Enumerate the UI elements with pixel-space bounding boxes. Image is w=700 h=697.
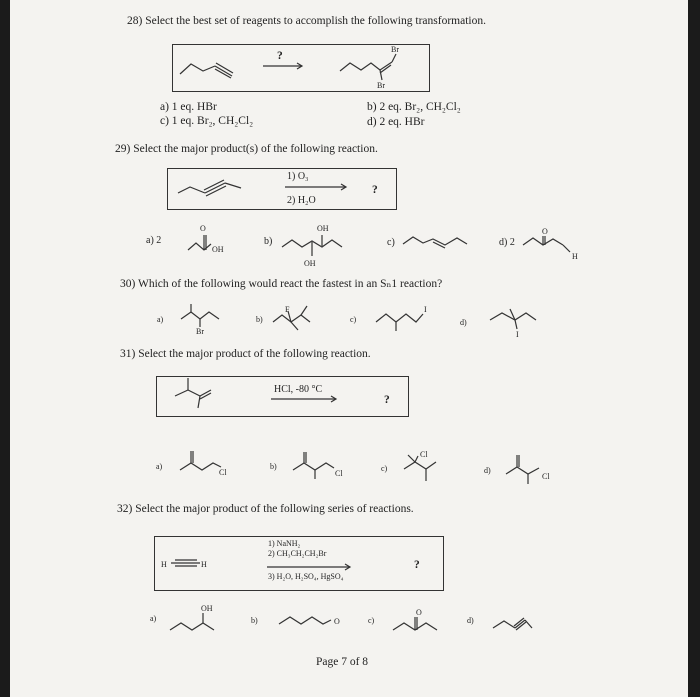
q30-question: 30) Which of the following would react the fastest in an Sₙ1 reaction? — [120, 278, 443, 290]
q31-product: ? — [384, 394, 390, 406]
q32-d-structure — [493, 618, 532, 630]
q28-option-c[interactable]: c) 1 eq. Br₂, CH₂Cl₂ — [160, 115, 254, 127]
q31-d-label[interactable]: d) — [484, 466, 491, 475]
q31-c-label[interactable]: c) — [381, 464, 388, 473]
q29-a-oh: OH — [212, 245, 224, 254]
page-number: Page 7 of 8 — [316, 656, 369, 668]
q29-step2: 2) H₂O — [287, 195, 316, 206]
q29-d-h: H — [572, 252, 578, 261]
q32-c-o: O — [416, 608, 422, 617]
q30-d-i: I — [516, 330, 519, 339]
q31-c-cl: Cl — [420, 450, 428, 459]
q29-b-oh-bottom: OH — [304, 259, 316, 268]
q31-b-structure — [293, 452, 334, 479]
q29-d-structure — [523, 236, 570, 252]
q28-option-a[interactable]: a) 1 eq. HBr — [160, 101, 217, 113]
q29-d-label[interactable]: d) 2 — [499, 237, 515, 248]
q29-b-structure — [282, 235, 342, 256]
q30-b-structure — [273, 306, 310, 330]
q29-reaction-box — [167, 168, 397, 210]
q30-c-structure — [376, 314, 423, 331]
q29-c-structure — [403, 237, 467, 248]
q30-a-br: Br — [196, 327, 204, 336]
q31-reagent: HCl, -80 °C — [274, 384, 323, 395]
worksheet-page — [10, 0, 688, 697]
q29-c-label[interactable]: c) — [387, 237, 395, 248]
q30-c-i: I — [424, 305, 427, 314]
q32-c-label[interactable]: c) — [368, 616, 375, 625]
q28-option-d[interactable]: d) 2 eq. HBr — [367, 116, 425, 128]
q32-step1: 1) NaNH₂ — [268, 539, 301, 548]
q28-arrow-label: ? — [277, 50, 283, 62]
q28-br-top: Br — [391, 45, 399, 54]
q32-b-o: O — [334, 617, 340, 626]
q29-b-label[interactable]: b) — [264, 236, 273, 247]
q31-a-cl: Cl — [219, 468, 227, 477]
q31-b-label[interactable]: b) — [270, 462, 277, 471]
q31-d-cl: Cl — [542, 472, 550, 481]
q30-d-label[interactable]: d) — [460, 318, 467, 327]
q32-product: ? — [414, 559, 420, 571]
q28-option-b[interactable]: b) 2 eq. Br₂, CH₂Cl₂ — [367, 101, 461, 113]
q32-a-oh: OH — [201, 604, 213, 613]
q32-d-label[interactable]: d) — [467, 616, 474, 625]
q29-a-o: O — [200, 224, 206, 233]
q29-question: 29) Select the major product(s) of the following reaction. — [115, 143, 378, 155]
q31-a-label[interactable]: a) — [156, 462, 163, 471]
q30-b-f: F — [285, 305, 290, 314]
q29-a-label[interactable]: a) 2 — [146, 235, 162, 246]
q30-d-structure — [490, 309, 536, 329]
q30-a-label[interactable]: a) — [157, 315, 164, 324]
q29-step1: 1) O₃ — [287, 171, 309, 182]
q29-b-oh-top: OH — [317, 224, 329, 233]
q31-reaction-box — [156, 376, 409, 417]
q32-a-structure — [170, 613, 214, 630]
q32-step2: 2) CH₃CH₂CH₂Br — [268, 549, 327, 558]
q29-product: ? — [372, 184, 378, 196]
q30-b-label[interactable]: b) — [256, 315, 263, 324]
q32-c-structure — [393, 617, 437, 630]
q30-c-label[interactable]: c) — [350, 315, 357, 324]
q32-a-label[interactable]: a) — [150, 614, 157, 623]
q30-a-structure — [181, 304, 219, 327]
q32-step3: 3) H₂O, H₂SO₄, HgSO₄ — [268, 572, 344, 581]
q32-b-structure — [279, 617, 331, 624]
q28-br-bottom: Br — [377, 81, 385, 90]
q32-reactant-h2: H — [201, 560, 207, 569]
q31-b-cl: Cl — [335, 469, 343, 478]
q31-question: 31) Select the major product of the following reaction. — [120, 348, 371, 360]
q29-a-structure — [188, 235, 211, 250]
q31-a-structure — [180, 451, 221, 470]
q32-question: 32) Select the major product of the following series of reactions. — [117, 503, 414, 515]
q31-d-structure — [506, 455, 539, 484]
q28-question: 28) Select the best set of reagents to accomplish the following transformation. — [127, 15, 486, 27]
q32-b-label[interactable]: b) — [251, 616, 258, 625]
q32-reactant-h1: H — [161, 560, 167, 569]
q29-d-o: O — [542, 227, 548, 236]
